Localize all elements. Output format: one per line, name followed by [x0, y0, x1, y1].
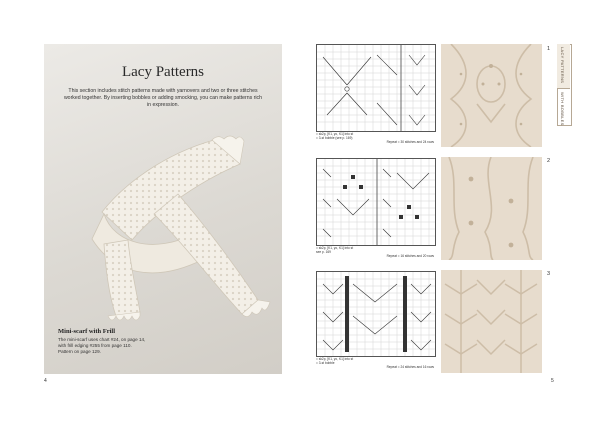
stitch-chart-3	[316, 271, 436, 357]
chart-2-note-1: = sk2p, [K1, yo, K1] into st	[316, 246, 354, 250]
section-tab-highlight	[557, 44, 570, 89]
chart-2-note-2: see p. 169	[316, 250, 331, 254]
stitch-chart-1	[316, 44, 436, 132]
section-title: Lacy Patterns	[121, 64, 205, 80]
chart-2-repeat: Repeat = 16 stitches and 20 rows	[386, 254, 434, 258]
scarf-photo-panel	[44, 44, 282, 374]
pattern-number-1: 1	[547, 46, 551, 52]
section-intro: This section includes stitch patterns made with yarnovers and two or three stitches worked together. By inserting bobbles or adding smocking, you can make patterns rich in expression.	[63, 88, 263, 108]
tab-label-lacy: LACY PATTERNS	[560, 47, 565, 84]
pattern-number-2: 2	[547, 158, 551, 164]
caption-title: Mini-scarf with Frill	[58, 328, 116, 335]
chart-1-repeat: Repeat = 30 stitches and 24 rows	[386, 140, 434, 144]
chart-1-note-2: = 3-st bobble (see p. 169)	[316, 136, 353, 140]
swatch-photo-2	[441, 157, 542, 260]
caption-line-3: Pattern on page 129.	[58, 349, 101, 355]
chart-3-note-1: = sk2p, [K1, yo, K1] into st	[316, 357, 354, 361]
left-page-number: 4	[44, 378, 47, 384]
chart-1-note-1: = sk2p, [K1, yo, K1] into st	[316, 132, 354, 136]
stitch-chart-2	[316, 158, 436, 246]
right-page-number: 5	[551, 378, 554, 384]
tab-label-bobbles: WITH BOBBLES	[560, 92, 565, 126]
photo-caption	[58, 328, 208, 356]
chart-3-repeat: Repeat = 24 stitches and 16 rows	[386, 365, 434, 369]
chart-1-notes	[316, 132, 434, 144]
pattern-number-3: 3	[547, 271, 551, 277]
swatch-photo-3	[441, 270, 542, 373]
swatch-photo-1	[441, 44, 542, 147]
chart-2-notes	[316, 246, 434, 258]
caption-line-1: The mini-scarf uses chart #24, on page 14,	[58, 337, 146, 342]
caption-line-2: with frill edging #255 from page 110.	[58, 343, 132, 349]
chart-3-note-2: = 3-st bobble	[316, 361, 335, 365]
chart-3-notes	[316, 357, 434, 369]
